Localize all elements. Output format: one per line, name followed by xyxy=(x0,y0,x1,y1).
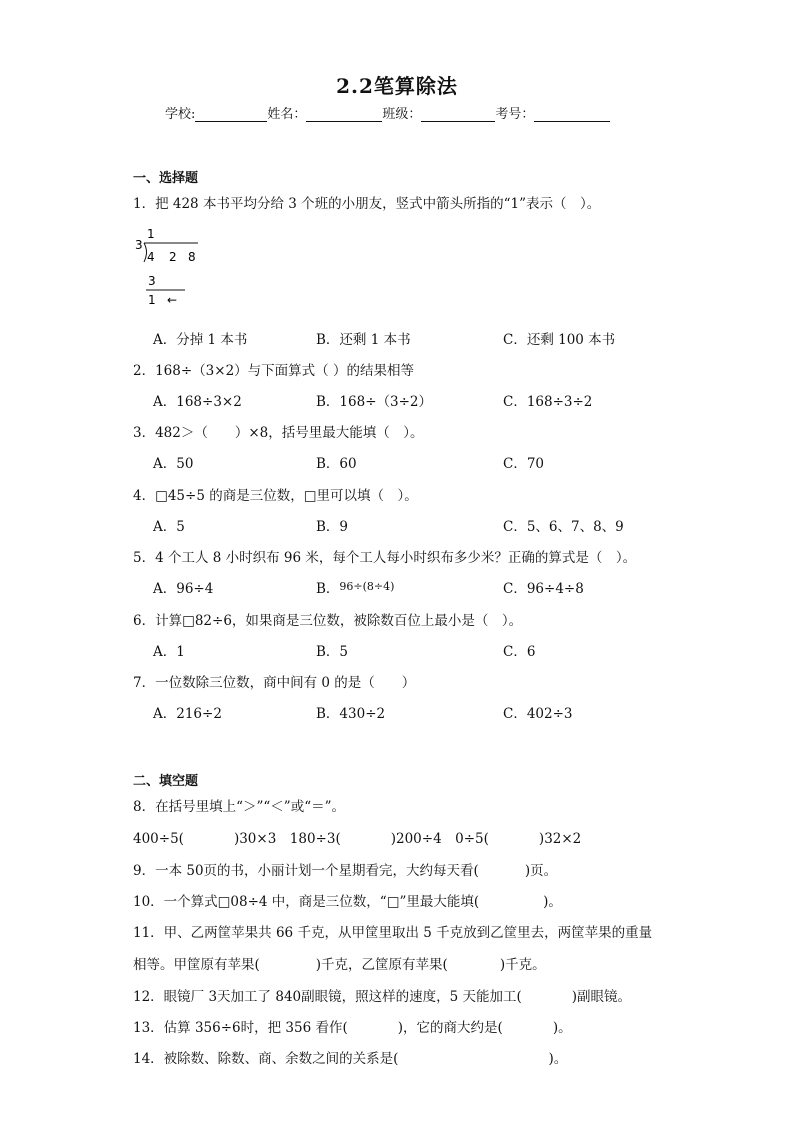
q5-option-b-letter: B． xyxy=(316,581,340,597)
q14-text-after: )。 xyxy=(548,1051,568,1067)
dividend-digit-hundreds: 4 xyxy=(147,250,155,264)
division-quotient-digit: 1 xyxy=(147,227,155,241)
question-8-comparisons xyxy=(133,827,581,847)
page-title: 2.2笔算除法 xyxy=(336,74,458,98)
name-blank[interactable] xyxy=(306,109,382,122)
q8-part-4: )32×2 xyxy=(538,831,582,847)
student-info-line xyxy=(165,103,610,122)
q4-option-a[interactable]: A．5 xyxy=(153,519,185,535)
question-13 xyxy=(133,1016,572,1036)
q8-part-3: )200÷4 0÷5( xyxy=(390,831,489,847)
q9-text-before: 9．一本 50页的书，小丽计划一个星期看完，大约每天看( xyxy=(133,863,479,879)
q5-option-c[interactable]: C．96÷4÷8 xyxy=(503,581,584,597)
q8-part-2: )30×3 180÷3( xyxy=(233,831,341,847)
q5-option-b[interactable] xyxy=(316,577,394,597)
q13-text-1: 13．估算 356÷6时，把 356 看作( xyxy=(133,1020,348,1036)
dividend-digit-tens: 2 xyxy=(169,250,177,264)
question-8: 8．在括号里填上“＞”“＜”或“＝”。 xyxy=(133,799,345,815)
q6-option-c[interactable]: C．6 xyxy=(503,644,536,660)
q11-text-3: )千克。 xyxy=(499,957,546,973)
question-11-line-2 xyxy=(133,953,546,973)
division-divisor: 3 xyxy=(135,238,143,252)
q6-option-a[interactable]: A．1 xyxy=(153,644,185,660)
question-7: 7．一位数除三位数，商中间有 0 的是（ ） xyxy=(133,675,416,691)
question-10 xyxy=(133,890,562,910)
q12-text-before: 12．眼镜厂 3天加工了 840副眼镜，照这样的速度，5 天能加工( xyxy=(133,989,522,1005)
question-14 xyxy=(133,1047,567,1067)
q9-text-after: )页。 xyxy=(524,863,558,879)
name-label: 姓名： xyxy=(267,107,307,122)
question-3: 3．482＞（ ）×8，括号里最大能填（ ）。 xyxy=(133,425,424,441)
question-12 xyxy=(133,985,631,1005)
q6-option-b[interactable]: B．5 xyxy=(316,644,349,660)
long-division-diagram xyxy=(130,224,210,310)
question-6: 6．计算□82÷6，如果商是三位数，被除数百位上最小是（ ）。 xyxy=(133,613,523,629)
q3-option-a[interactable]: A．50 xyxy=(153,456,194,472)
q1-option-c[interactable]: C．还剩 100 本书 xyxy=(503,332,616,348)
division-product: 3 xyxy=(148,274,156,288)
q4-option-c[interactable]: C．5、6、7、8、9 xyxy=(503,519,624,535)
q10-text-before: 10．一个算式□08÷4 中，商是三位数，“□”里最大能填( xyxy=(133,894,480,910)
number-blank[interactable] xyxy=(534,109,610,122)
school-blank[interactable] xyxy=(195,109,267,122)
q7-option-a[interactable]: A．216÷2 xyxy=(153,706,222,722)
q13-text-3: )。 xyxy=(552,1020,572,1036)
number-label: 考号： xyxy=(495,107,535,122)
q5-option-b-formula: 96÷(8÷4) xyxy=(339,580,395,593)
section-choice-heading: 一、选择题 xyxy=(133,171,199,186)
division-remainder: 1 xyxy=(148,293,156,307)
question-1: 1．把 428 本书平均分给 3 个班的小朋友，竖式中箭头所指的“1”表示（ ）。 xyxy=(133,196,601,212)
q11-text-2: )千克，乙筐原有苹果( xyxy=(315,957,448,973)
q2-option-b[interactable]: B．168÷（3÷2） xyxy=(316,394,432,410)
class-label: 班级： xyxy=(382,107,422,122)
q3-option-b[interactable]: B．60 xyxy=(316,456,357,472)
school-label: 学校: xyxy=(165,107,196,122)
question-2: 2．168÷（3×2）与下面算式（ ）的结果相等 xyxy=(133,363,414,379)
q14-text-before: 14．被除数、除数、商、余数之间的关系是( xyxy=(133,1051,399,1067)
dividend-digit-ones: 8 xyxy=(188,250,196,264)
q2-option-c[interactable]: C．168÷3÷2 xyxy=(503,394,593,410)
q3-option-c[interactable]: C．70 xyxy=(503,456,545,472)
q7-option-c[interactable]: C．402÷3 xyxy=(503,706,573,722)
question-5: 5．4 个工人 8 小时织布 96 米，每个工人每小时织布多少米？正确的算式是（ ）。 xyxy=(133,550,637,566)
q1-option-b[interactable]: B．还剩 1 本书 xyxy=(316,332,411,348)
question-11-line-1: 11．甲、乙两筐苹果共 66 千克，从甲筐里取出 5 千克放到乙筐里去，两筐苹果的重量 xyxy=(133,925,653,941)
q2-option-a[interactable]: A．168÷3×2 xyxy=(153,394,242,410)
q5-option-a[interactable]: A．96÷4 xyxy=(153,581,214,597)
q8-part-1: 400÷5( xyxy=(133,831,184,847)
arrow-left-icon: ← xyxy=(167,293,178,307)
q12-text-after: )副眼镜。 xyxy=(571,989,632,1005)
q10-text-after: )。 xyxy=(543,894,562,910)
section-fill-heading: 二、填空题 xyxy=(133,774,199,789)
q11-text-1: 相等。甲筐原有苹果( xyxy=(133,957,260,973)
q7-option-b[interactable]: B．430÷2 xyxy=(316,706,386,722)
q13-text-2: )，它的商大约是( xyxy=(397,1020,503,1036)
question-9 xyxy=(133,859,557,879)
q1-option-a[interactable]: A．分掉 1 本书 xyxy=(153,332,248,348)
question-4: 4．□45÷5 的商是三位数，□里可以填（ ）。 xyxy=(133,488,418,504)
q4-option-b[interactable]: B．9 xyxy=(316,519,349,535)
class-blank[interactable] xyxy=(421,109,495,122)
